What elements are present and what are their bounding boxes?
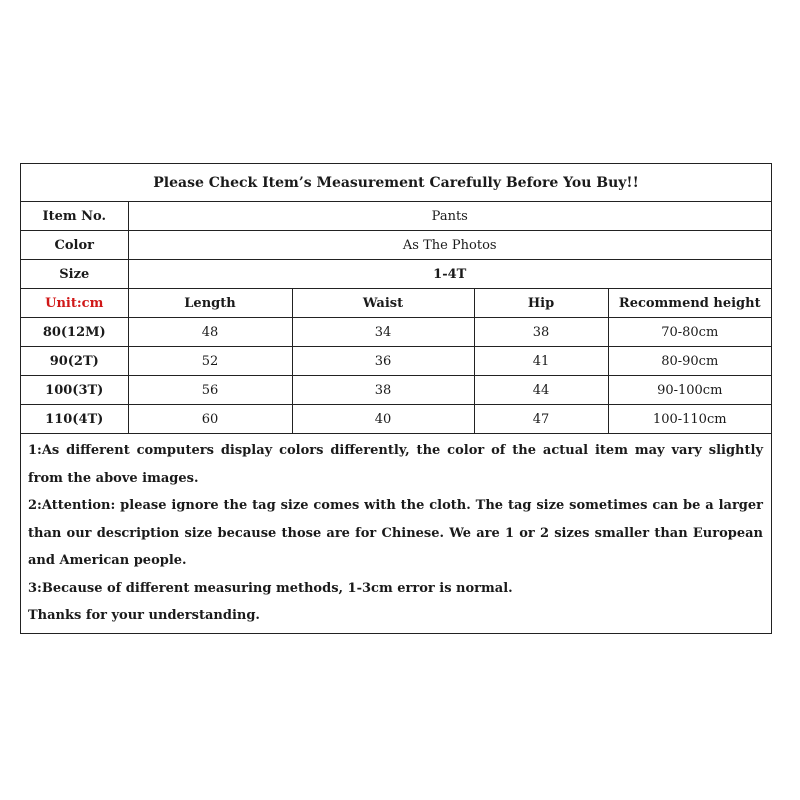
note-color-variance: 1:As different computers display colors differently, the color of the actual item may vary slightly from the above images. xyxy=(28,443,763,486)
row-size: 100(3T) xyxy=(21,376,128,405)
row-waist: 36 xyxy=(292,347,474,376)
row-size: 110(4T) xyxy=(21,405,128,434)
color-value: As The Photos xyxy=(128,231,771,260)
item-no-value: Pants xyxy=(128,202,771,231)
row-height: 90-100cm xyxy=(608,376,771,405)
row-length: 60 xyxy=(128,405,292,434)
note-measuring-error: 3:Because of different measuring methods, 1-3cm error is normal. xyxy=(28,580,513,596)
row-height: 100-110cm xyxy=(608,405,771,434)
item-no-label: Item No. xyxy=(21,202,128,231)
size-label: Size xyxy=(21,260,128,289)
note-thanks: Thanks for your understanding. xyxy=(28,608,260,623)
row-length: 48 xyxy=(128,318,292,347)
chart-title: Please Check Item’s Measurement Carefully Before You Buy!! xyxy=(21,164,771,202)
row-hip: 44 xyxy=(474,376,608,405)
row-waist: 34 xyxy=(292,318,474,347)
table-row xyxy=(21,405,771,434)
header-hip: Hip xyxy=(474,289,608,318)
row-waist: 40 xyxy=(292,405,474,434)
row-height: 80-90cm xyxy=(608,347,771,376)
row-height: 70-80cm xyxy=(608,318,771,347)
table-row xyxy=(21,347,771,376)
row-hip: 47 xyxy=(474,405,608,434)
info-row-item-no xyxy=(21,202,771,231)
notes-section xyxy=(21,434,771,630)
note-tag-size: 2:Attention: please ignore the tag size comes with the cloth. The tag size sometimes can be a larger than our description size because those are for Chinese. We are 1 or 2 sizes smaller than European and American people. xyxy=(28,498,763,568)
row-size: 80(12M) xyxy=(21,318,128,347)
table-row xyxy=(21,376,771,405)
header-waist: Waist xyxy=(292,289,474,318)
info-row-color xyxy=(21,231,771,260)
row-size: 90(2T) xyxy=(21,347,128,376)
table-row xyxy=(21,318,771,347)
size-chart xyxy=(20,163,772,634)
size-value: 1-4T xyxy=(128,260,771,289)
size-table xyxy=(21,202,771,434)
header-recommend-height: Recommend height xyxy=(608,289,771,318)
row-length: 56 xyxy=(128,376,292,405)
header-row xyxy=(21,289,771,318)
unit-label: Unit:cm xyxy=(21,289,128,318)
header-length: Length xyxy=(128,289,292,318)
color-label: Color xyxy=(21,231,128,260)
row-hip: 38 xyxy=(474,318,608,347)
row-hip: 41 xyxy=(474,347,608,376)
row-waist: 38 xyxy=(292,376,474,405)
row-length: 52 xyxy=(128,347,292,376)
info-row-size xyxy=(21,260,771,289)
